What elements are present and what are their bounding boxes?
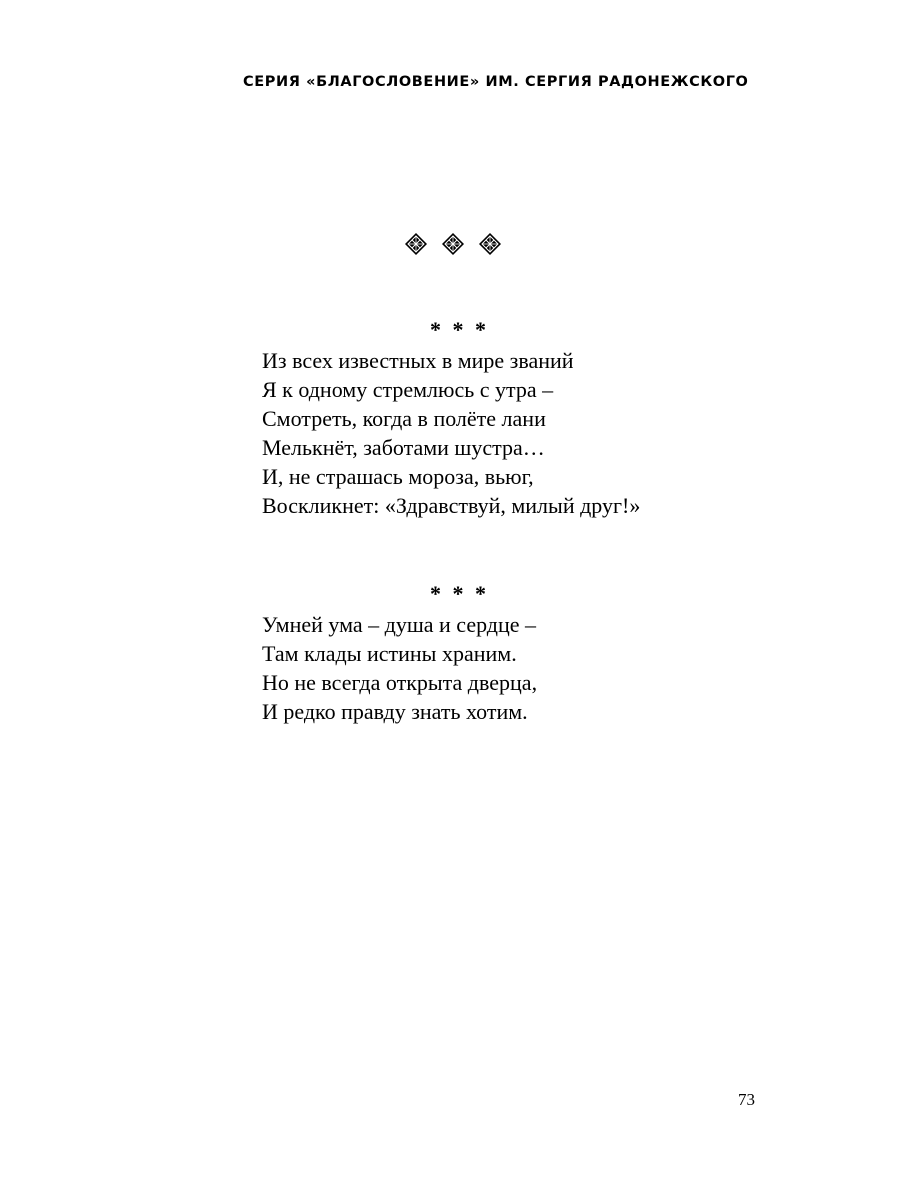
diamond-ornament-icon — [478, 232, 502, 256]
poem-separator: * * * — [430, 581, 489, 606]
poem-line: Из всех известных в мире званий — [262, 348, 574, 373]
poem-line: Там клады истины храним. — [262, 641, 517, 666]
poem-line: Мелькнёт, заботами шустра… — [262, 435, 545, 460]
poem-2 — [262, 582, 742, 726]
poem-1 — [262, 318, 742, 520]
poem-line: Смотреть, когда в полёте лани — [262, 406, 546, 431]
poem-line: Я к одному стремлюсь с утра – — [262, 377, 554, 402]
poem-line: И редко правду знать хотим. — [262, 699, 528, 724]
poem-line: Но не всегда открыта дверца, — [262, 670, 538, 695]
ornament-divider — [404, 232, 514, 260]
poem-separator: * * * — [430, 317, 489, 342]
poem-line: Воскликнет: «Здравствуй, милый друг!» — [262, 493, 641, 518]
poem-lines — [262, 610, 742, 726]
poem-lines — [262, 346, 742, 520]
diamond-ornament-icon — [441, 232, 465, 256]
page-number: 73 — [738, 1090, 755, 1109]
running-header: СЕРИЯ «БЛАГОСЛОВЕНИЕ» ИМ. СЕРГИЯ РАДОНЕЖСКОГО — [243, 74, 749, 90]
poem-line: Умней ума – душа и сердце – — [262, 612, 537, 637]
diamond-ornament-icon — [404, 232, 428, 256]
poem-line: И, не страшась мороза, вьюг, — [262, 464, 534, 489]
